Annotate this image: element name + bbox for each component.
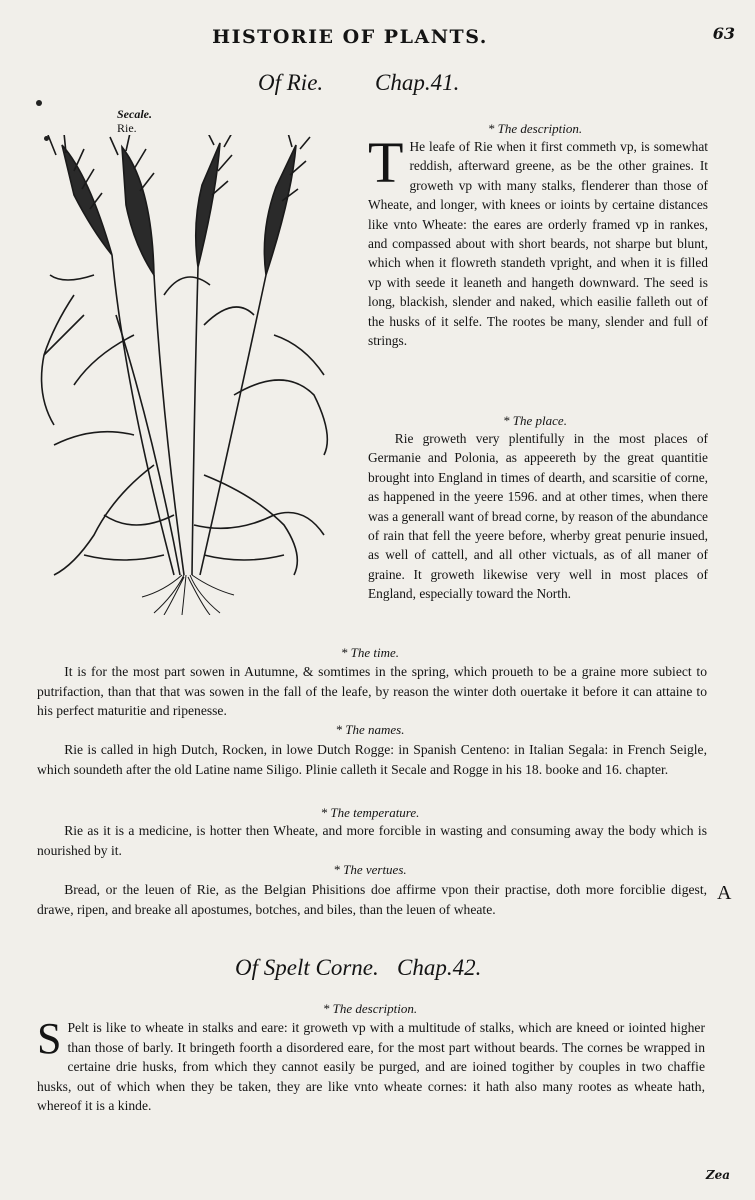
running-title: HISTORIE OF PLANTS. <box>212 26 488 48</box>
place-heading: * The place. <box>503 413 567 428</box>
vertues-text: Bread, or the leuen of Rie, as the Belgian Phisitions doe affirme vpon their practise, doth more forciblie digest, drawe, ripen, and breake all apostumes, botches, and biles, than the leuen of wheate. <box>37 882 707 917</box>
description-paragraph <box>368 130 708 350</box>
page-number: 63 <box>712 24 735 43</box>
spelt-description-text: Pelt is like to wheate in stalks and eare: it groweth vp with a multitude of stalks, which are kneed or iointed higher than those of barly. It bringeth foorth a disordered eare, for the most part without beards. The cornes be wrapped in certaine drie husks, from which they cannot easily be purged, and are ioined togither by couples in two chaffie husks, out of which when they be taken, they are like vnto wheate cornes: it hath also many rootes as wheate hath, whereof it is a kinde. <box>37 1020 705 1114</box>
time-text: It is for the most part sowen in Autumne, & somtimes in the spring, which proueth to be a graine more subiect to putrifaction, than that that was sowen in the fall of the leafe, by reason the winter doth ouertake it before it can attaine to his perfect maturitie and ripenesse. <box>37 664 707 719</box>
catchword: Zea <box>705 1168 730 1182</box>
spelt-description-paragraph <box>37 1014 705 1116</box>
place-text: Rie groweth very plentifully in the most places of Germanie and Polonia, as appeereth by the great quantitie brought into England in times of dearth, and scarsitie of corne, as happened in the yeere 1596. and at other times, when there was a generall want of bread corne, by reason of the abundance of rain that fell the yeere before, wherby great penurie insued, as well of cattell, and all other victuals, as of all maner of graine. It groweth likewise very well in most places of England, especially toward the North. <box>368 431 708 602</box>
temperature-heading: * The temperature. <box>320 805 420 820</box>
names-text: Rie is called in high Dutch, Rocken, in lowe Dutch Rogge: in Spanish Centeno: in Italian Segala: in French Seigle, which soundeth after the old Latine name Siligo. Plinie calleth it Secale and Rogge in his 18. booke and 16. chapter. <box>37 742 707 777</box>
ink-speck <box>36 100 42 106</box>
chapter-41-title: Of Rie. <box>258 70 324 95</box>
temperature-text: Rie as it is a medicine, is hotter then Wheate, and more forcible in wasting and consuming away the body which is nourished by it. <box>37 823 707 858</box>
ear <box>48 135 310 275</box>
drop-cap: S <box>37 1014 62 1063</box>
vertues-heading: * The vertues. <box>333 862 407 877</box>
description-text: He leafe of Rie when it first commeth vp, is somewhat reddish, afterward greene, as be the other graines. It groweth vp with many stalks, flenderer than those of Wheate, and longer, with knees or ioints by certaine distances like vnto Wheate: the eares are orderly framed vp in rankes, and compassed about with short beards, not sharpe but blunt, which when it flowreth standeth vpright, and when it is filled vp with seede it leaneth and hangeth downward. The seed is long, blackish, slender and naked, which easilie falleth out of the husks of it selfe. The rootes be many, slender and full of strings. <box>368 139 708 349</box>
rye-plant-illustration <box>34 135 336 615</box>
chapter-42-number: Chap.42. <box>397 955 482 980</box>
names-heading: * The names. <box>335 722 405 737</box>
figure-english-name: Rie. <box>117 121 137 135</box>
margin-letter: A <box>717 882 732 904</box>
chapter-41-number: Chap.41. <box>375 70 460 95</box>
time-heading: * The time. <box>340 645 400 660</box>
drop-cap: T <box>368 130 404 195</box>
description-heading: * The description. <box>487 121 583 136</box>
spelt-description-heading: * The description. <box>322 1001 418 1016</box>
chapter-42-title: Of Spelt Corne. <box>235 955 379 980</box>
figure-latin-name: Secale. <box>117 107 152 121</box>
